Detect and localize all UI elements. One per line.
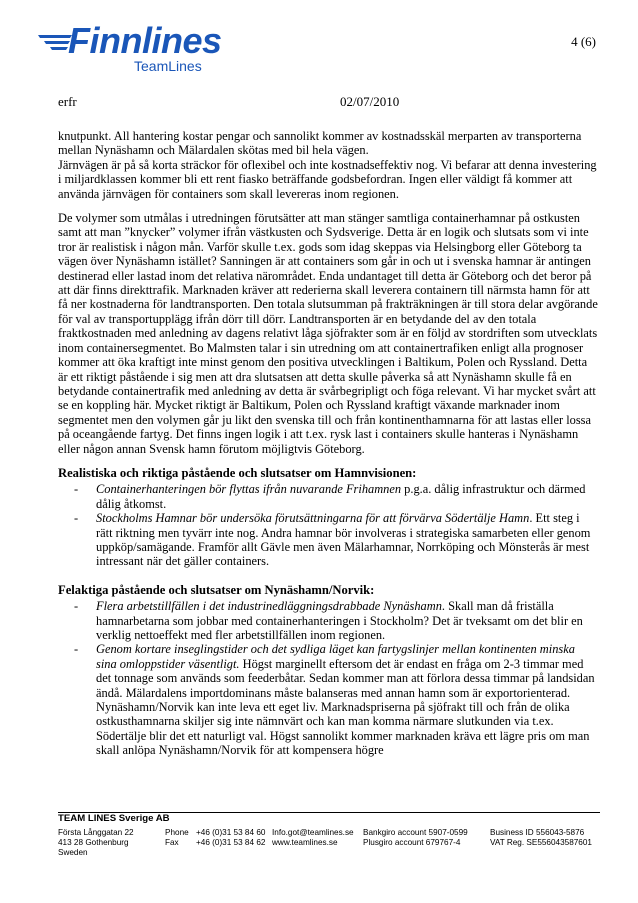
document-date: 02/07/2010 — [340, 94, 400, 109]
footer-company-name: TEAM LINES Sverige AB — [58, 813, 170, 824]
email-address: Info.got@teamlines.se — [272, 828, 354, 837]
address-line: Första Långgatan 22 — [58, 828, 134, 837]
document-body — [58, 129, 598, 758]
footer-web — [272, 828, 354, 848]
paragraph: Järnvägen är på så korta sträckor för oflexibel och inte kostnadseffektiv nog. Vi befarar att denna investering i miljardklassen kommer bli ett rent fiasko beträffande godsbefordran. Ingen eller väldigt få kommer att använda järnvägen för containers som skall levereras inom regionen. — [58, 157, 597, 201]
claim-comment: . Ett steg i rätt riktning men tyvärr inte nog. Andra hamnar bör involveras i strategiska samarbeten eller genom uppköp/samägande. Framför allt Gävle men även Mälarhamnar, Norrköping och Mönsterås är mest intressant när det gäller containers. — [96, 511, 591, 569]
quoted-claim: Containerhanteringen bör flyttas ifrån nuvarande Frihamnen — [96, 482, 402, 497]
list-item — [68, 599, 598, 642]
company-logo — [38, 22, 238, 78]
footer-accounts — [363, 828, 468, 848]
fax-number: +46 (0)31 53 84 62 — [196, 838, 266, 847]
list-item — [68, 482, 598, 511]
dash-bullet: - — [74, 599, 79, 614]
quoted-claim: Flera arbetstillfällen i det industrinedläggningsdrabbade Nynäshamn — [96, 599, 442, 614]
vat-reg: VAT Reg. SE556043587601 — [490, 838, 592, 847]
list-item — [68, 511, 598, 569]
document-reference: erfr — [58, 94, 77, 109]
paragraph: De volymer som utmålas i utredningen förutsätter att man stänger samtliga containerhamnar på ostkusten samt att man ”knycker” volymer ifrån västkusten och Sydsverige. Detta är en logik och slutsats som vi inte tror är realistisk i någon mån. Varför skulle t.ex. gods som idag skeppas via Helsingborg eller Göteborg ta vägen över Nynäshamn istället? Sanningen är att containers som går in och ut i svenska hamnar är antingen destinerad eller lastad inom det relativa närområdet. Enda undantaget till detta är Göteborg och det beror på att där finns direkttrafik. Marknaden kräver att rederierna skall leverera containern till närmsta hamn för att få ner kostnaderna för landtransporten. Den totala slutsumman på frakträkningen är till stora delar avgörande för val av transportupplägg ifrån dörr till dörr. Landtransporten är en betydande del av den totala fraktkostnaden med anledning av dagens relativt låga sjöfrakter som är en följd av stordriften som utvecklats inom containersegmentet. Bo Malmsten talar i sin utredning om att containertrafiken enligt alla prognoser kommer att öka kraftigt inte minst genom den positiva utvecklingen i Baltikum, Polen och Ryssland. Detta är ett riktigt påstående i sig men att dra slutsatsen att detta skulle påverka så att Nynäshamn skulle få en betydande containertrafik med anledning av detta är svårbegripligt och föga relevant. Vi har mycket svårt att se en koppling här. Mycket riktigt är Baltikum, Polen och Ryssland kraftigt växande marknader inom segmentet men den volymen går ju likt den svenska till och från kontinenthamnarna för att lastas eller lossa på oceangående fartyg. Det finns ingen logik i att t.ex. rysk last i containers skulle hanteras i Nynäshamn eller någon annan Svensk hamn förutom möjligtvis Göteborg. — [58, 211, 598, 456]
business-id: Business ID 556043-5876 — [490, 828, 585, 837]
dash-bullet: - — [74, 482, 79, 497]
claim-comment: . Skall man då friställa hamnarbetarna som jobbar med containerhanteringen i Stockholm? Det är tveksamt om det blir en verklig nettoeffekt med fler arbetstillfällen inom regionen. — [96, 599, 583, 642]
speed-lines-icon — [38, 30, 72, 54]
logo-wordmark: Finnlines — [68, 20, 222, 61]
section-heading: Felaktiga påstående och slutsatser om Nynäshamn/Norvik: — [58, 582, 375, 597]
dash-bullet: - — [74, 642, 79, 657]
incorrect-claims-list — [58, 599, 598, 757]
footer-ids — [490, 828, 592, 848]
phone-label: Phone — [165, 828, 189, 837]
plusgiro-account: Plusgiro account 679767-4 — [363, 838, 461, 847]
footer — [58, 813, 618, 857]
paragraph: knutpunkt. All hantering kostar pengar och sannolikt kommer av kostnadsskäl merparten av transporterna mellan Nynäshamn och Mälardalen skötas med bil hela vägen. — [58, 129, 582, 158]
claim-comment: p.g.a. dålig infrastruktur och därmed dålig åtkomst. — [96, 482, 586, 511]
realistic-claims-list — [58, 482, 598, 568]
claim-comment: Högst marginellt eftersom det är endast en fråga om 2-3 timmar med det tonnage som används som feederbåtar. Sedan kommer man att förlora dessa timmar på landsidan ändå. Mälardalens importdominans måste balanseras med annan hamn som är exportorienterad. Nynäshamn/Norvik kan inte leva ett eget liv. Marknadspriserna på sjöfrakt till och från de olika ostkusthamnarna skiljer sig inte nämnvärt och kan man komma närmare slutkunden via t.ex. Södertälje blir det ett naturligt val. Högst sannolikt kommer marknaden kräva ett lägre pris om man skall anlöpa Nynäshamn/Norvik för att kompensera högre — [96, 656, 595, 758]
dash-bullet: - — [74, 511, 79, 526]
quoted-claim: Stockholms Hamnar bör undersöka förutsättningarna för att förvärva Södertälje Hamn — [96, 511, 530, 526]
quoted-claim: Genom kortare inseglingstider och det sydliga läget kan fartygslinjer mellan kontinenten minska sina omloppstider väsentligt. — [96, 642, 575, 671]
footer-phone-labels — [165, 828, 189, 848]
page-number: 4 (6) — [571, 34, 596, 49]
website: www.teamlines.se — [272, 838, 338, 847]
footer-phone-values — [196, 828, 265, 848]
address-line: Sweden — [58, 848, 88, 857]
bankgiro-account: Bankgiro account 5907-0599 — [363, 828, 468, 837]
logo-subtext: TeamLines — [134, 58, 202, 74]
phone-number: +46 (0)31 53 84 60 — [196, 828, 266, 837]
footer-address — [58, 828, 134, 858]
section-heading: Realistiska och riktiga påstående och slutsatser om Hamnvisionen: — [58, 465, 417, 480]
address-line: 413 28 Gothenburg — [58, 838, 129, 847]
fax-label: Fax — [165, 838, 179, 847]
list-item — [68, 642, 598, 757]
